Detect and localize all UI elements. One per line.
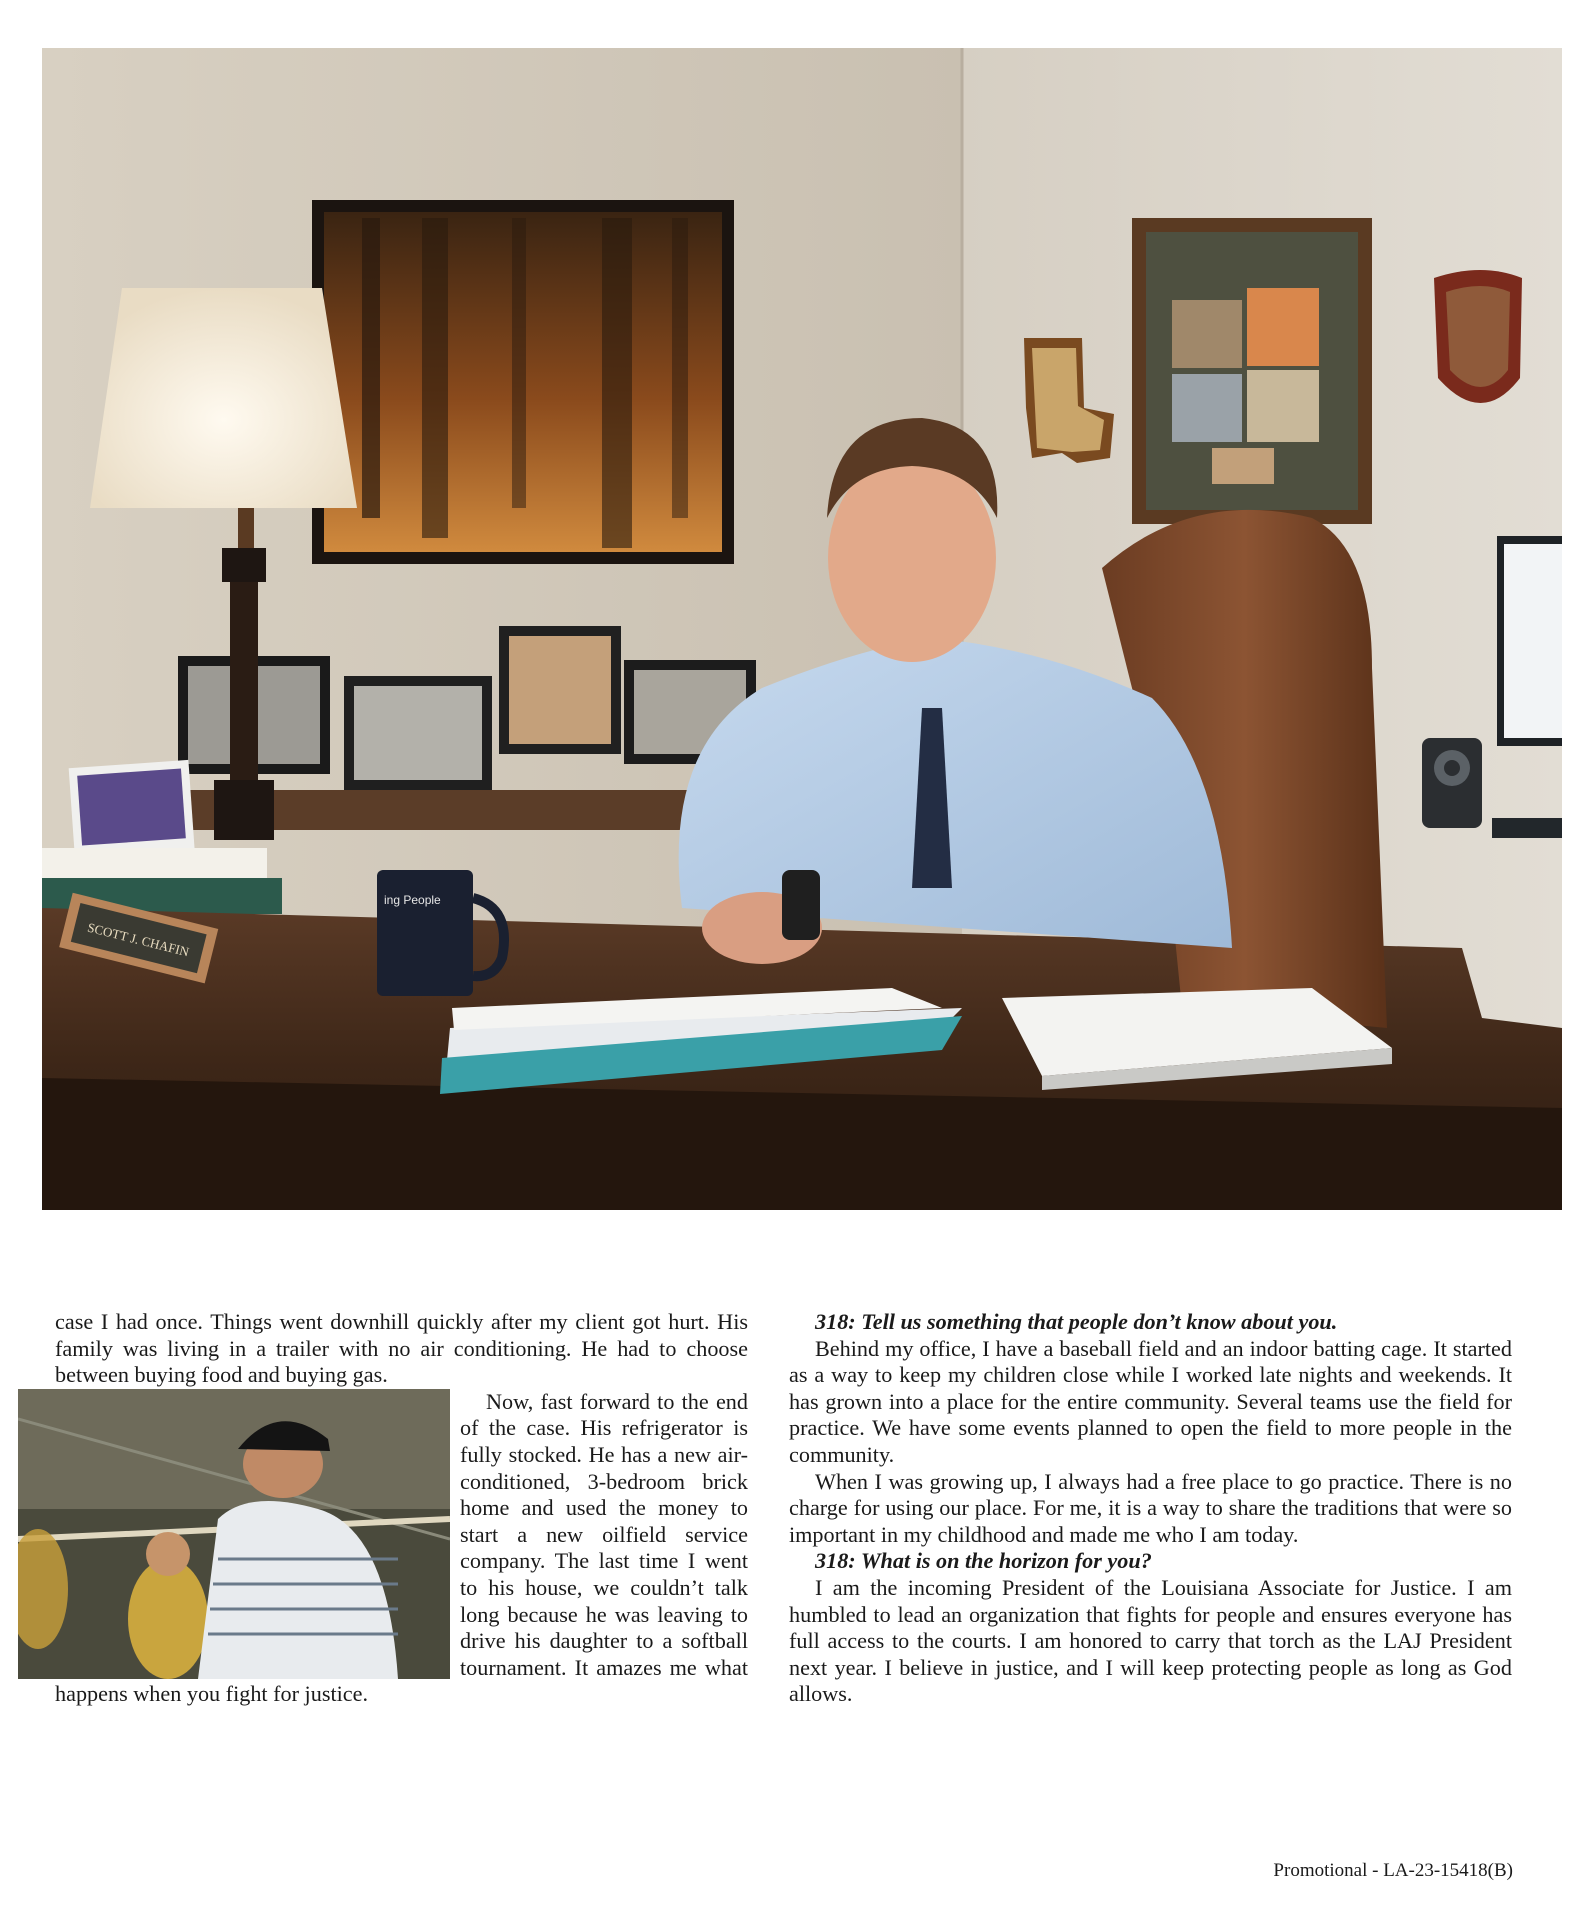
question-1: 318: Tell us something that people don’t know about you.	[815, 1309, 1338, 1334]
batting-cage-photo	[18, 1389, 450, 1679]
left-paragraph-2-text: Now, fast forward to the end of the case. His refrigerator is fully stocked. He has a new air-conditioned, 3-bedroom brick home and used the money to start a new oilfield service company. The last time I went to his house, we couldn’t talk long because he was leaving to drive his daughter to a softball tournament. It amazes me what happens when you fight for justice.	[55, 1388, 748, 1707]
left-paragraph-2	[55, 1389, 748, 1708]
shield-plaque	[1434, 270, 1522, 403]
hero-photo	[42, 48, 1562, 1210]
left-column	[55, 1309, 748, 1708]
nameplate-text: SCOTT J. CHAFIN	[86, 919, 191, 960]
forest-painting	[312, 200, 734, 564]
speaker	[1422, 738, 1482, 828]
left-paragraph-1: case I had once. Things went downhill quickly after my client got hurt. His family was living in a trailer with no air conditioning. He had to choose between buying food and buying gas.	[55, 1309, 748, 1388]
framed-photo-collage	[1132, 218, 1372, 524]
answer-2-paragraph-1: I am the incoming President of the Louisiana Associate for Justice. I am humbled to lead an organization that fights for people and ensures everyone has full access to the courts. I am honored to carry that torch as the LAJ President next year. I believe in justice, and I will keep protecting people as long as God allows.	[789, 1574, 1512, 1707]
question-2: 318: What is on the horizon for you?	[815, 1548, 1152, 1574]
promotional-footer: Promotional - LA-23-15418(B)	[1273, 1860, 1513, 1881]
batting-cage-image	[18, 1389, 450, 1679]
mug-text: ing People	[384, 893, 441, 907]
office-scene	[42, 48, 1562, 1210]
answer-1-paragraph-2: When I was growing up, I always had a free place to go practice. There is no charge for using our place. For me, it is a way to share the traditions that were so important in my childhood and made me who I am today.	[789, 1468, 1512, 1547]
answer-1-paragraph-1: Behind my office, I have a baseball field and an indoor batting cage. It started as a way to keep my children close while I worked late nights and weekends. It has grown into a place for the entire community. Several teams use the field for practice. We have some events planned to open the field to more people in the community.	[789, 1335, 1512, 1467]
right-column	[789, 1309, 1512, 1708]
